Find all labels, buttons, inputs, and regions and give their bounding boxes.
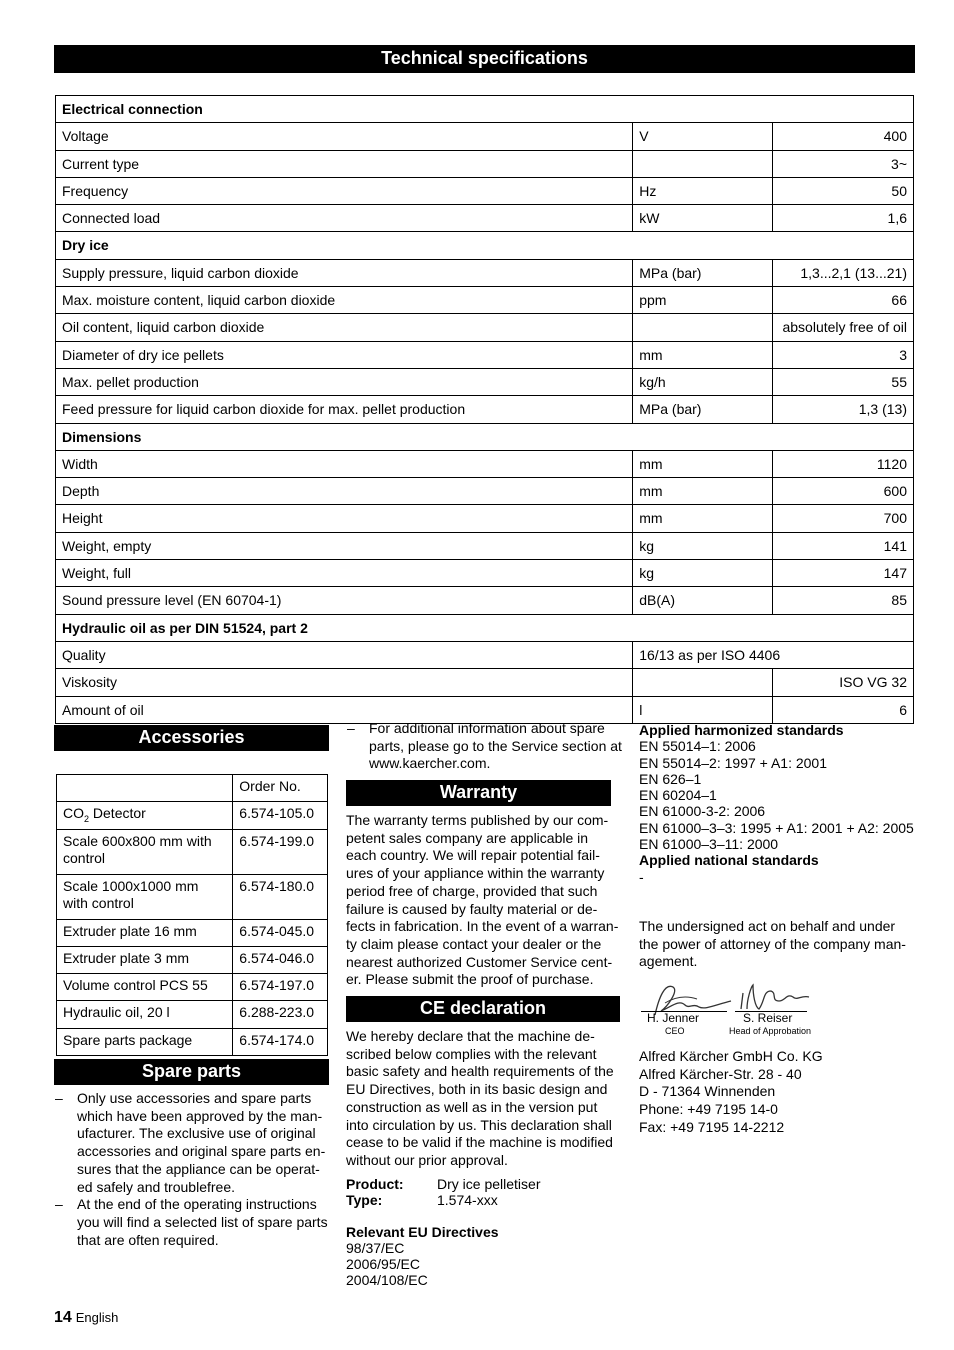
list-item: EN 61000–3–11: 2000 [639, 836, 779, 853]
table-header-row [57, 775, 328, 802]
accessory-name: $CO_2$ Detector [57, 802, 233, 830]
accessory-name: Volume control PCS 55 [57, 974, 233, 1001]
ce-heading: CE declaration [346, 996, 620, 1022]
signer2-title: Head of Approbation [729, 1026, 812, 1036]
harmonized-list [639, 738, 915, 852]
spec-label: Connected load [56, 205, 633, 232]
spec-label: Width [56, 450, 633, 477]
table-row [56, 123, 914, 150]
list-item: 98/37/EC [346, 1239, 405, 1256]
list-item: – Only use accessories and spare parts which have been approved by the man- ufacturer. The exclusive use of original accessories and original spare parts en- sures that the appliance can be operat- ed safely and troublefree. [54, 1090, 330, 1196]
list-item: 2004/108/EC [346, 1271, 428, 1288]
spec-unit: V [633, 123, 773, 150]
spec-unit: MPa (bar) [633, 396, 773, 423]
spec-unit: kg [633, 560, 773, 587]
spec-value: 147 [773, 560, 914, 587]
standards-column [639, 722, 915, 885]
spec-value: 55 [773, 368, 914, 395]
accessory-order-number: 6.574-045.0 [233, 920, 328, 947]
spec-label: Diameter of dry ice pellets [56, 341, 633, 368]
accessory-name: Scale 1000x1000 mm with control [57, 875, 233, 920]
spec-unit: kW [633, 205, 773, 232]
accessory-order-number: 6.574-180.0 [233, 875, 328, 920]
table-row [56, 450, 914, 477]
spec-section-title: Dry ice [56, 232, 914, 259]
spec-label: Supply pressure, liquid carbon dioxide [56, 259, 633, 286]
spec-section-title: Dimensions [56, 423, 914, 450]
spec-unit: mm [633, 505, 773, 532]
spec-label: Sound pressure level (EN 60704-1) [56, 587, 633, 614]
table-row [56, 560, 914, 587]
signer2-name: S. Reiser [743, 1011, 793, 1025]
spec-label: Weight, full [56, 560, 633, 587]
table-row [56, 505, 914, 532]
spec-table [55, 95, 914, 724]
table-row [57, 974, 328, 1001]
spec-label: Weight, empty [56, 532, 633, 559]
warranty-heading: Warranty [346, 780, 611, 806]
table-row [56, 368, 914, 395]
table-row [56, 205, 914, 232]
accessory-name: Spare parts package [57, 1029, 233, 1056]
product-value: Dry ice pelletiser [437, 1175, 541, 1192]
spec-section-row [56, 96, 914, 123]
spec-unit [633, 150, 773, 177]
address-block [639, 1048, 915, 1137]
list-item: Alfred Kärcher GmbH Co. KG [639, 1048, 823, 1064]
list-item: EN 61000-3-2: 2006 [639, 803, 766, 820]
table-row [57, 920, 328, 947]
list-item: EN 61000–3–3: 1995 + A1: 2001 + A2: 2005 [639, 819, 914, 836]
spec-value: 400 [773, 123, 914, 150]
page-number: 14 [54, 1309, 72, 1326]
spec-unit: mm [633, 450, 773, 477]
page-title: Technical specifications [54, 45, 915, 73]
page-footer [54, 1308, 118, 1327]
spec-value: ISO VG 32 [773, 669, 914, 696]
table-row [56, 587, 914, 614]
footer-language: English [75, 1310, 119, 1325]
accessories-heading: Accessories [54, 725, 329, 751]
directives-list [346, 1240, 622, 1288]
spec-section-row [56, 423, 914, 450]
spec-label: Frequency [56, 177, 633, 204]
list-item: EN 55014–2: 1997 + A1: 2001 [639, 754, 827, 771]
accessories-table [56, 774, 328, 1056]
accessory-name: Extruder plate 3 mm [57, 947, 233, 974]
spare-parts-heading: Spare parts [54, 1059, 329, 1085]
list-item: Phone: +49 7195 14-0 [639, 1101, 778, 1118]
table-row [56, 341, 914, 368]
signer1-title: CEO [665, 1026, 685, 1036]
list-item: – At the end of the operating instructions you will find a selected list of spare parts that are often required. [54, 1196, 330, 1249]
type-value: 1.574-xxx [437, 1191, 498, 1208]
spec-section-row [56, 614, 914, 641]
spec-unit: MPa (bar) [633, 259, 773, 286]
accessory-name: Extruder plate 16 mm [57, 920, 233, 947]
spec-label: Voltage [56, 123, 633, 150]
spec-value: 50 [773, 177, 914, 204]
table-row [57, 1001, 328, 1029]
table-row [56, 150, 914, 177]
type-label: Type: [346, 1191, 383, 1208]
table-row [57, 802, 328, 830]
spec-label: Viskosity [56, 669, 633, 696]
accessory-name: Hydraulic oil, 20 l [57, 1001, 233, 1029]
table-row [56, 641, 914, 668]
national-heading: Applied national standards [639, 852, 819, 869]
table-row [56, 287, 914, 314]
table-row [56, 177, 914, 204]
table-row [56, 478, 914, 505]
list-item: D - 71364 Winnenden [639, 1083, 776, 1100]
spec-label: Oil content, liquid carbon dioxide [56, 314, 633, 341]
spec-section-title: Hydraulic oil as per DIN 51524, part 2 [56, 614, 914, 641]
spec-label: Depth [56, 478, 633, 505]
spec-unit: dB(A) [633, 587, 773, 614]
spec-unit: kg/h [633, 368, 773, 395]
harmonized-heading: Applied harmonized standards [639, 722, 844, 738]
spec-unit [633, 314, 773, 341]
table-row [56, 314, 914, 341]
list-item: 2006/95/EC [346, 1255, 420, 1272]
directives-heading: Relevant EU Directives [346, 1223, 499, 1240]
spec-value: 1,6 [773, 205, 914, 232]
table-row [57, 875, 328, 920]
table-row [57, 830, 328, 875]
table-row [56, 532, 914, 559]
ce-paragraph: We hereby declare that the machine de- scribed below complies with the relevant basic safety and health requirements of the EU Directives, both in its basic design and construction as well as in the version put into circulation by us. This declaration shall cease to be valid if the machine is modified without our prior approval. [346, 1028, 614, 1168]
spec-value: 66 [773, 287, 914, 314]
spec-value: absolutely free of oil [773, 314, 914, 341]
spec-value: 1,3...2,1 (13...21) [773, 259, 914, 286]
spare-parts-list-1 [54, 1090, 330, 1249]
table-row [56, 396, 914, 423]
spec-section-title: Electrical connection [56, 96, 914, 123]
spec-value: 1120 [773, 450, 914, 477]
accessory-order-number: 6.574-046.0 [233, 947, 328, 974]
spec-value: 85 [773, 587, 914, 614]
spec-label: Feed pressure for liquid carbon dioxide for max. pellet production [56, 396, 633, 423]
spec-unit: Hz [633, 177, 773, 204]
accessory-order-number: 6.574-105.0 [233, 802, 328, 830]
signature-block [639, 975, 829, 1040]
spec-value: 141 [773, 532, 914, 559]
header-order: Order No. [233, 775, 328, 802]
spec-unit: mm [633, 478, 773, 505]
spec-label: Height [56, 505, 633, 532]
spec-label: Current type [56, 150, 633, 177]
table-row [57, 947, 328, 974]
spec-value: 1,3 (13) [773, 396, 914, 423]
accessory-order-number: 6.574-197.0 [233, 974, 328, 1001]
spec-label: Quality [56, 641, 633, 668]
accessory-name: Scale 600x800 mm with control [57, 830, 233, 875]
table-row [56, 259, 914, 286]
spec-label: Max. pellet production [56, 368, 633, 395]
spec-value: 3 [773, 341, 914, 368]
list-item: – For additional information about spare parts, please go to the Service section at www.kaercher.com. [346, 720, 622, 773]
spec-unit [633, 669, 773, 696]
ce-text [346, 1028, 622, 1288]
accessory-order-number: 6.574-174.0 [233, 1029, 328, 1056]
spec-section-row [56, 232, 914, 259]
signer1-name: H. Jenner [647, 1011, 700, 1025]
list-item: EN 626–1 [639, 770, 702, 787]
spare-parts-list-2 [346, 720, 622, 773]
spec-label: Max. moisture content, liquid carbon dioxide [56, 287, 633, 314]
list-item: Fax: +49 7195 14-2212 [639, 1118, 785, 1135]
table-row [56, 669, 914, 696]
accessory-order-number: 6.288-223.0 [233, 1001, 328, 1029]
spec-unit: l [633, 696, 773, 723]
spec-unit: ppm [633, 287, 773, 314]
spec-value: 16/13 as per ISO 4406 [633, 641, 914, 668]
accessory-order-number: 6.574-199.0 [233, 830, 328, 875]
spec-value: 6 [773, 696, 914, 723]
header-item [57, 775, 233, 802]
spec-value: 700 [773, 505, 914, 532]
list-item: EN 55014–1: 2006 [639, 738, 756, 755]
spec-unit: kg [633, 532, 773, 559]
spec-value: 3~ [773, 150, 914, 177]
table-row [57, 1029, 328, 1056]
list-item: EN 60204–1 [639, 787, 717, 804]
spec-label: Amount of oil [56, 696, 633, 723]
list-item: Alfred Kärcher-Str. 28 - 40 [639, 1065, 802, 1082]
undersigned-text: The undersigned act on behalf and under the power of attorney of the company man- agement. [639, 918, 906, 970]
spec-unit: mm [633, 341, 773, 368]
spec-value: 600 [773, 478, 914, 505]
product-label: Product: [346, 1175, 404, 1192]
warranty-text: The warranty terms published by our com- petent sales company are applicable in each country. We will repair potential fail- ures of your appliance within the warranty period free of charge, provided that such failure is caused by faulty material or de- fects in fabrication. In the event of a warran- ty claim please contact your dealer or the nearest authorized Customer Service cent- er. Please submit the proof of purchase. [346, 812, 619, 988]
national-value: - [639, 868, 644, 885]
